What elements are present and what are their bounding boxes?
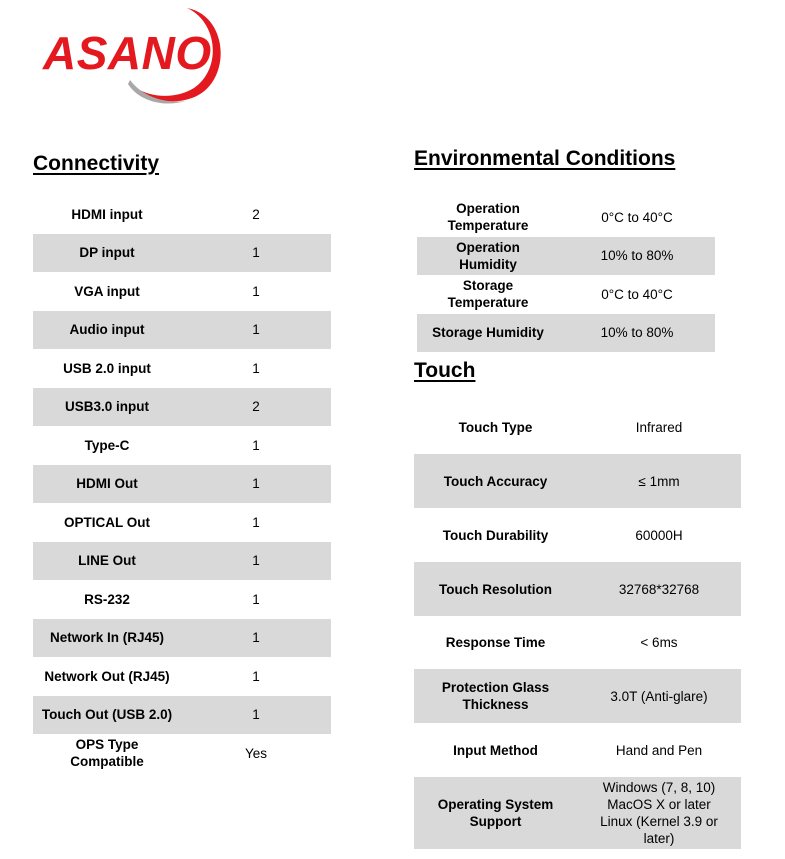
table-row	[33, 657, 331, 696]
spec-label: Operating System Support	[414, 777, 577, 849]
spec-label: Audio input	[33, 311, 181, 350]
table-row	[33, 195, 331, 234]
table-row	[33, 696, 331, 735]
spec-value: 10% to 80%	[559, 314, 715, 353]
spec-label: LINE Out	[33, 542, 181, 581]
table-row	[414, 401, 741, 454]
spec-value: 1	[252, 360, 260, 376]
touch-title: Touch	[414, 359, 476, 382]
spec-label: HDMI Out	[33, 465, 181, 504]
table-row	[414, 669, 741, 723]
environmental-conditions-table	[417, 198, 715, 352]
spec-label: USB3.0 input	[33, 388, 181, 427]
table-row	[417, 275, 715, 314]
spec-value: 0°C to 40°C	[601, 209, 673, 225]
spec-label: Touch Accuracy	[414, 454, 577, 508]
table-row	[414, 616, 741, 669]
asano-logo	[40, 6, 230, 104]
connectivity-title: Connectivity	[33, 152, 160, 175]
spec-label: HDMI input	[71, 206, 143, 222]
table-row	[417, 314, 715, 353]
spec-value: 1	[181, 696, 331, 735]
spec-label: OPS Type Compatible	[70, 737, 144, 770]
spec-label: DP input	[33, 234, 181, 273]
spec-value: 1	[181, 311, 331, 350]
spec-value: Yes	[244, 745, 268, 761]
table-row	[33, 388, 331, 427]
table-row	[417, 237, 715, 276]
table-row	[33, 542, 331, 581]
connectivity-table	[33, 195, 331, 773]
spec-value: Infrared	[635, 420, 683, 435]
spec-label: Network Out (RJ45)	[44, 668, 170, 684]
spec-label: Type-C	[84, 437, 130, 453]
touch-table	[414, 401, 741, 849]
spec-value: 1	[181, 465, 331, 504]
table-row	[33, 465, 331, 504]
spec-value: 1	[181, 234, 331, 273]
spec-label: Operation Temperature	[447, 201, 529, 234]
table-row	[33, 349, 331, 388]
spec-value: 10% to 80%	[559, 237, 715, 276]
spec-value: 3.0T (Anti-glare)	[577, 669, 741, 723]
spec-value: 1	[252, 437, 260, 453]
spec-value: 1	[181, 542, 331, 581]
spec-label: OPTICAL Out	[64, 514, 150, 530]
spec-label: VGA input	[74, 283, 140, 299]
spec-value: 1	[252, 591, 260, 607]
spec-label: Touch Out (USB 2.0)	[33, 696, 181, 735]
spec-value: Windows (7, 8, 10) MacOS X or later Linux (Kernel 3.9 or later)	[577, 777, 741, 849]
table-row	[414, 777, 741, 849]
table-row	[414, 508, 741, 562]
table-row	[414, 454, 741, 508]
table-row	[33, 503, 331, 542]
table-row	[33, 426, 331, 465]
table-row	[417, 198, 715, 237]
spec-label: Response Time	[445, 635, 546, 650]
spec-value: 60000H	[635, 527, 683, 543]
spec-value: 32768*32768	[577, 562, 741, 616]
spec-value: Hand and Pen	[615, 742, 703, 758]
spec-label: Network In (RJ45)	[33, 619, 181, 658]
table-row	[33, 311, 331, 350]
table-row	[33, 619, 331, 658]
spec-value: < 6ms	[640, 635, 678, 650]
table-row	[414, 562, 741, 616]
spec-value: 2	[252, 206, 260, 222]
spec-label: Touch Durability	[442, 527, 549, 543]
spec-value: ≤ 1mm	[577, 454, 741, 508]
spec-value: 2	[181, 388, 331, 427]
svg-text:ASANO: ASANO	[43, 27, 212, 79]
spec-label: Operation Humidity	[417, 237, 559, 276]
table-row	[414, 723, 741, 777]
spec-label: Touch Resolution	[414, 562, 577, 616]
spec-label: Storage Humidity	[417, 314, 559, 353]
spec-label: Protection Glass Thickness	[414, 669, 577, 723]
environmental-conditions-title: Environmental Conditions	[414, 147, 676, 170]
spec-value: 1	[252, 283, 260, 299]
spec-label: Touch Type	[458, 420, 533, 435]
table-row	[33, 580, 331, 619]
spec-value: 1	[181, 619, 331, 658]
spec-value: 0°C to 40°C	[601, 286, 673, 302]
table-row	[33, 272, 331, 311]
table-row	[33, 734, 331, 773]
table-row	[33, 234, 331, 273]
spec-value: 1	[252, 514, 260, 530]
spec-label: Storage Temperature	[447, 278, 529, 311]
spec-label: USB 2.0 input	[63, 360, 151, 376]
spec-label: RS-232	[84, 591, 130, 607]
spec-value: 1	[252, 668, 260, 684]
spec-label: Input Method	[453, 742, 538, 758]
